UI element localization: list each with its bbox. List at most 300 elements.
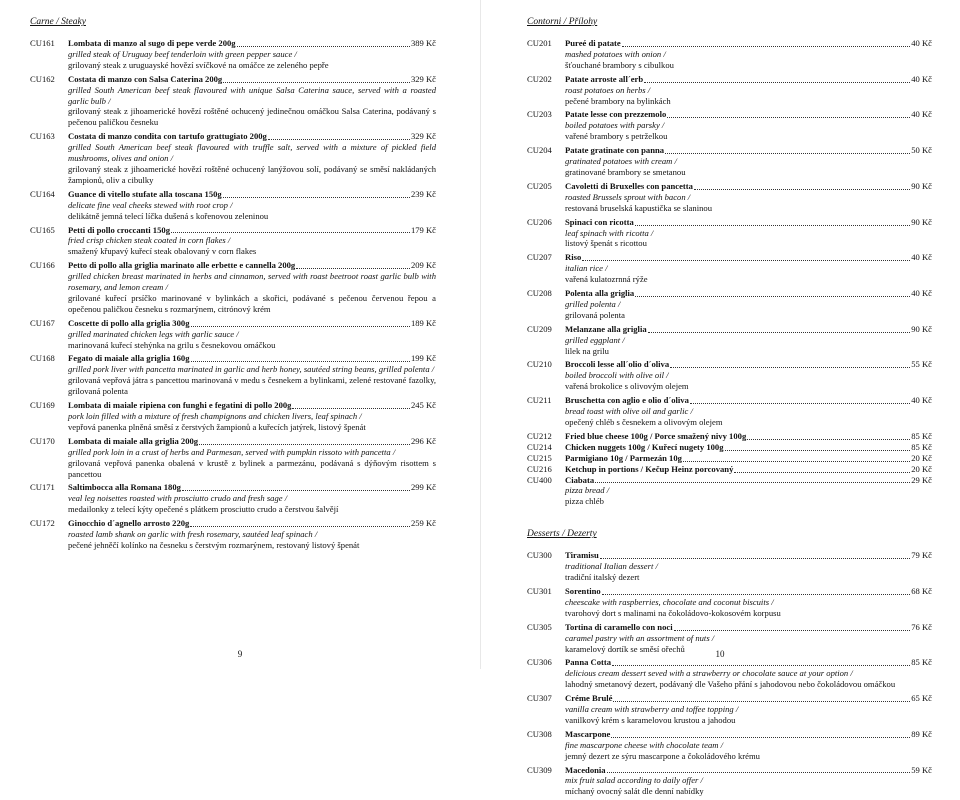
item-name-row (565, 288, 932, 299)
item-name: Tortina di caramello con noci (565, 621, 673, 632)
item-name: Parmigiano 10g / Parmezán 10g (565, 452, 682, 463)
item-description-en: delicate fine veal cheeks stewed with root crop / (68, 199, 233, 210)
item-body (565, 442, 932, 453)
item-body (565, 74, 932, 107)
item-name-row (565, 74, 932, 85)
item-description-cz: grilovaný steak z jihoamerické hovězí roštěné ochucený lanýžovou solí, podávaný se směsí nakládaných žampionů, oliv a cibulky (68, 163, 436, 185)
menu-item (527, 550, 932, 583)
item-description-cz: grilovaný steak z jihoamerické hovězí roštěné ochucený jedinečnou omáčkou Salsa Caterina, podávaný s pečenou paličkou česneku (68, 106, 436, 128)
item-code: CU201 (527, 38, 552, 48)
item-code: CU170 (30, 435, 55, 446)
item-name: Lombata di manzo al sugo di pepe verde 200g (68, 38, 236, 48)
item-description-cz: vařené brambory s petrželkou (565, 131, 668, 142)
page-number-left: 9 (237, 649, 243, 659)
item-body (565, 475, 932, 508)
menu-item (527, 395, 932, 428)
item-name-row (565, 145, 932, 156)
item-description-en: veal leg noisettes roasted with prosciutto crudo and fresh sage / (68, 493, 288, 504)
menu-item (527, 464, 932, 475)
menu-item (527, 74, 932, 107)
item-description-en: roast potatoes on herbs / (565, 84, 651, 95)
item-description-en: caramel pastry with an assortment of nuts / (565, 632, 715, 643)
item-body (565, 288, 932, 321)
item-price: 179 Kč (410, 224, 436, 235)
dot-leader (683, 460, 910, 462)
item-description-cz: medailonky z telecí kýty opečené s plátkem prosciutto crudo a čerstvou šalvějí (68, 504, 339, 515)
dot-leader (674, 629, 911, 631)
item-description-cz: opečený chléb s česnekem a olivovým olejem (565, 417, 723, 427)
dot-leader (595, 481, 910, 483)
item-code: CU215 (527, 452, 552, 463)
item-description-cz: grilovaná polenta (565, 309, 625, 320)
item-price: 209 Kč (410, 260, 436, 271)
item-name-row (68, 38, 436, 49)
menu-item (30, 353, 436, 397)
item-name: Tiramisu (565, 550, 599, 561)
menu-item (30, 260, 436, 315)
item-name: Costata di manzo condita con tartufo grattugiato 200g (68, 131, 267, 142)
item-code: CU162 (30, 73, 55, 84)
item-description-cz: grilovaná vepřová játra s pancettou marinovaná v medu s česnekem a bylinkami, zelené restované fazolky, grilovaná polenta (68, 375, 436, 397)
item-body (68, 518, 436, 551)
item-code: CU167 (30, 317, 55, 328)
dot-leader (725, 449, 911, 451)
item-name: Polenta alla griglia (565, 288, 635, 299)
item-name-row (68, 318, 436, 329)
item-description-cz: míchaný ovocný salát dle denní nabídky (565, 786, 704, 797)
item-description-en: roasted lamb shank on garlic with fresh rosemary, sautéed leaf spinach / (68, 529, 318, 540)
menu-item (30, 225, 436, 258)
menu-item (527, 181, 932, 214)
item-body (68, 74, 436, 129)
item-name: Cavoletti di Bruxelles con pancetta (565, 180, 693, 191)
item-body (68, 400, 436, 433)
item-spacer (527, 507, 932, 510)
item-price: 90 Kč (911, 216, 932, 227)
item-body (68, 353, 436, 397)
item-name-row (565, 431, 932, 442)
contorni-item-list (527, 38, 932, 510)
item-body (565, 109, 932, 142)
item-price: 68 Kč (911, 585, 932, 596)
item-price: 389 Kč (410, 38, 436, 48)
menu-item (527, 217, 932, 250)
menu-item (527, 431, 932, 442)
item-name-row (68, 518, 436, 529)
page-number-right: 10 (715, 649, 725, 659)
dot-leader (296, 267, 410, 269)
dot-leader (635, 224, 910, 226)
dot-leader (635, 295, 910, 297)
item-body (565, 252, 932, 285)
item-name-row (565, 109, 932, 120)
item-name: Guance di vitello stufate alla toscana 150g (68, 188, 222, 199)
item-description-en: grilled pork liver with pancetta marinated in garlic and herb honey, sautéed string beans, grilled polenta / (68, 364, 435, 375)
menu-item (527, 765, 932, 798)
item-body (565, 586, 932, 619)
item-code: CU301 (527, 585, 552, 596)
item-body (565, 431, 932, 442)
item-price: 239 Kč (410, 188, 436, 199)
item-body (565, 38, 932, 71)
dot-leader (268, 138, 410, 140)
item-name-row (565, 395, 932, 406)
dot-leader (190, 525, 410, 527)
item-price: 76 Kč (911, 621, 932, 632)
item-body (565, 765, 932, 798)
item-price: 85 Kč (911, 441, 932, 452)
item-price: 40 Kč (911, 395, 932, 406)
item-description-en: leaf spinach with ricotta / (565, 227, 654, 238)
item-description-cz: listový špenát s ricottou (565, 238, 647, 249)
item-code: CU206 (527, 216, 552, 227)
item-price: 29 Kč (911, 474, 932, 485)
item-name-row (565, 442, 932, 453)
item-price: 245 Kč (410, 400, 436, 411)
item-code: CU300 (527, 550, 552, 561)
item-name: Petto di pollo alla griglia marinato alle erbette e cannella 200g (68, 260, 296, 271)
item-name-row (565, 453, 932, 464)
item-description-en: boiled broccoli with olive oil / (565, 370, 669, 381)
item-body (565, 395, 932, 428)
section-title-desserts: Desserts / Dezerty (527, 529, 597, 540)
item-name-row (565, 729, 932, 740)
item-body (68, 482, 436, 515)
item-description-en: grilled marinated chicken legs with garlic sauce / (68, 328, 239, 339)
item-price: 79 Kč (911, 550, 932, 561)
menu-item (527, 252, 932, 285)
menu-item (30, 131, 436, 186)
item-description-cz: vařená brokolice s olivovým olejem (565, 381, 689, 392)
item-name: Saltimbocca alla Romana 180g (68, 482, 181, 493)
item-code: CU205 (527, 180, 552, 191)
item-description-en: mashed potatoes with onion / (565, 48, 666, 59)
item-price: 40 Kč (911, 252, 932, 263)
item-description-cz: jemný dezert ze sýru mascarpone a čokoládového krému (565, 750, 760, 761)
item-description-en: grilled chicken breast marinated in herbs and cinnamon, served with roast beetroot roast garlic bulb with rosemary, and lemon cream / (68, 271, 436, 293)
item-code: CU216 (527, 463, 552, 474)
item-description-cz: restovaná bruselská kapustička se slaninou (565, 202, 713, 213)
item-name-row (565, 324, 932, 335)
item-name-row (565, 38, 932, 49)
item-description-cz: smažený křupavý kuřecí steak obalovaný v corn flakes (68, 246, 257, 257)
item-body (565, 359, 932, 392)
menu-item (527, 657, 932, 690)
item-body (68, 189, 436, 222)
item-description-cz: vařená kulatozrnná rýže (565, 274, 648, 285)
item-name-row (565, 657, 932, 668)
item-name: Ginocchio d´agnello arrosto 220g (68, 518, 190, 529)
item-description-en: pizza bread / (565, 485, 610, 496)
item-description-en: roasted Brussels sprout with bacon / (565, 191, 691, 202)
item-name-row (565, 622, 932, 633)
dot-leader (694, 188, 910, 190)
item-body (565, 657, 932, 690)
dot-leader (690, 402, 910, 404)
item-name: Panna Cotta (565, 657, 612, 668)
item-body (565, 453, 932, 464)
item-name-row (68, 400, 436, 411)
menu-item (527, 288, 932, 321)
item-description-en: vanilla cream with strawberry and toffee topping / (565, 704, 739, 715)
item-name-row (68, 482, 436, 493)
item-name: Ciabata (565, 474, 595, 485)
menu-item (527, 475, 932, 508)
item-code: CU307 (527, 693, 552, 704)
item-price: 85 Kč (911, 430, 932, 441)
item-body (565, 181, 932, 214)
item-code: CU309 (527, 764, 552, 775)
dot-leader (237, 45, 410, 47)
item-name-row (68, 353, 436, 364)
dot-leader (223, 196, 410, 198)
item-price: 20 Kč (911, 463, 932, 474)
item-description-en: italian rice / (565, 263, 608, 274)
item-price: 50 Kč (911, 145, 932, 156)
dot-leader (734, 471, 910, 473)
item-code: CU168 (30, 353, 55, 364)
item-name: Broccoli lesse all´olio d´oliva (565, 359, 670, 370)
item-price: 40 Kč (911, 109, 932, 120)
dot-leader (670, 366, 910, 368)
item-price: 65 Kč (911, 693, 932, 704)
dot-leader (171, 231, 410, 233)
dot-leader (582, 259, 910, 261)
item-name-row (68, 189, 436, 200)
item-code: CU210 (527, 359, 552, 370)
item-name: Lombata di maiale ripiena con funghi e fegatini di pollo 200g (68, 400, 292, 411)
item-name: Macedonia (565, 764, 606, 775)
item-code: CU163 (30, 131, 55, 142)
dot-leader (612, 664, 910, 666)
item-description-cz: lahodný smetanový dezert, podávaný dle Vašeho přání s jahodovou nebo čokoládovou omáčkou (565, 679, 896, 690)
item-description-cz: delikátně jemná telecí líčka dušená s kořenovou zeleninou (68, 210, 269, 221)
dot-leader (607, 771, 911, 773)
dot-leader (199, 443, 410, 445)
dot-leader (613, 700, 910, 702)
menu-item (30, 400, 436, 433)
item-price: 90 Kč (911, 323, 932, 334)
item-price: 259 Kč (410, 518, 436, 529)
item-name-row (68, 74, 436, 85)
item-name: Chicken nuggets 100g / Kuřecí nugety 100g (565, 441, 724, 452)
dot-leader (665, 152, 910, 154)
dot-leader (602, 593, 911, 595)
item-body (68, 38, 436, 71)
item-name: Fried blue cheese 100g / Porce smažený nivy 100g (565, 430, 747, 441)
item-code: CU203 (527, 109, 552, 120)
menu-item (527, 38, 932, 71)
item-price: 329 Kč (410, 73, 436, 84)
item-body (565, 217, 932, 250)
item-description-cz: karamelový dortík se směsí ořechů (565, 643, 685, 654)
item-price: 329 Kč (410, 131, 436, 142)
item-name: Melanzane alla griglia (565, 323, 647, 334)
carne-item-list (30, 38, 436, 554)
item-name-row (68, 260, 436, 271)
dot-leader (292, 407, 409, 409)
dot-leader (191, 325, 410, 327)
item-body (68, 260, 436, 315)
item-description-en: mix fruit salad according to daily offer / (565, 775, 703, 786)
menu-item (527, 453, 932, 464)
item-name: Riso (565, 252, 582, 263)
item-description-en: grilled South American beef steak flavoured with truffle salt, served with a mixture of pickled field mushrooms, olives and onion / (68, 142, 436, 164)
item-name: Coscette di pollo alla griglia 300g (68, 317, 190, 328)
dessert-item-list (527, 550, 932, 800)
item-name: Créme Brulé (565, 693, 613, 704)
item-name: Sorentino (565, 585, 601, 596)
item-description-en: grilled pork loin in a crust of herbs and Parmesan, served with pumpkin rissoto with pancetta / (68, 446, 396, 457)
item-name: Petti di pollo croccanti 150g (68, 224, 170, 235)
menu-item (527, 359, 932, 392)
item-price: 296 Kč (410, 435, 436, 446)
item-code: CU207 (527, 252, 552, 263)
item-name-row (68, 131, 436, 142)
item-code: CU165 (30, 224, 55, 235)
item-name-row (68, 225, 436, 236)
menu-item (527, 729, 932, 762)
item-body (565, 729, 932, 762)
item-name-row (565, 475, 932, 486)
item-description-cz: vanilkový krém s karamelovou krustou a jahodou (565, 714, 736, 725)
item-description-en: grilled steak of Uruguay beef tenderloin with green pepper sauce / (68, 48, 297, 59)
item-name-row (565, 464, 932, 475)
menu-item (527, 693, 932, 726)
item-code: CU212 (527, 430, 552, 441)
item-code: CU164 (30, 188, 55, 199)
item-code: CU172 (30, 518, 55, 529)
dot-leader (611, 736, 910, 738)
item-body (565, 145, 932, 178)
item-code: CU400 (527, 474, 552, 485)
item-body (68, 225, 436, 258)
item-name: Patate gratinate con panna (565, 145, 665, 156)
item-code: CU161 (30, 38, 55, 48)
item-price: 199 Kč (410, 353, 436, 364)
item-price: 299 Kč (410, 482, 436, 493)
item-description-en: grilled polenta / (565, 298, 621, 309)
item-name: Bruschetta con aglio e olio d´oliva (565, 395, 689, 406)
item-name-row (565, 693, 932, 704)
item-price: 40 Kč (911, 73, 932, 84)
menu-item (527, 586, 932, 619)
dot-leader (648, 331, 911, 333)
item-name-row (565, 586, 932, 597)
item-price: 40 Kč (911, 288, 932, 299)
item-description-cz: pizza chléb (565, 496, 604, 507)
item-code: CU204 (527, 145, 552, 156)
menu-item (30, 482, 436, 515)
dot-leader (667, 116, 910, 118)
item-description-en: gratinated potatoes with cream / (565, 156, 677, 167)
item-name: Spinaci con ricotta (565, 216, 634, 227)
item-price: 189 Kč (410, 317, 436, 328)
item-description-en: grilled South American beef steak flavoured with unique Salsa Caterina sauce, served with a roasted garlic bulb / (68, 84, 436, 106)
item-description-cz: grilovaný steak z uruguayské hovězí svíčkové na omáčce ze zeleného pepře (68, 59, 329, 70)
menu-item (30, 518, 436, 551)
item-body (68, 436, 436, 480)
right-page (480, 0, 960, 797)
item-price: 85 Kč (911, 657, 932, 668)
item-description-cz: lilek na grilu (565, 345, 609, 356)
item-name: Fegato di maiale alla griglia 160g (68, 353, 190, 364)
item-name-row (68, 436, 436, 447)
dot-leader (191, 360, 410, 362)
item-code: CU211 (527, 395, 552, 406)
item-name: Ketchup in portions / Kečup Heinz porcovaný (565, 463, 734, 474)
item-description-en: fine mascarpone cheese with chocolate team / (565, 739, 723, 750)
item-description-cz: tvarohový dort s malinami na čokoládovo-kokosovém korpusu (565, 607, 781, 618)
item-name: Lombata di maiale alla griglia 200g (68, 435, 199, 446)
item-description-en: pork loin filled with a mixture of fresh champignons and chicken livers, leaf spinach / (68, 411, 362, 421)
item-price: 89 Kč (911, 728, 932, 739)
item-description-en: cheescake with raspberries, chocolate and coconut biscuits / (565, 596, 774, 607)
menu-item (30, 74, 436, 129)
item-code: CU214 (527, 441, 552, 452)
item-name: Pureé di patate (565, 38, 621, 48)
item-description-cz: šťouchané brambory s cibulkou (565, 59, 674, 70)
item-price: 59 Kč (911, 764, 932, 775)
item-body (68, 131, 436, 186)
item-code: CU308 (527, 728, 552, 739)
item-description-cz: pečené jehněčí kolínko na česneku s čerstvým rozmarýnem, restovaný listový špenát (68, 539, 360, 550)
item-price: 40 Kč (911, 38, 932, 48)
menu-item (527, 145, 932, 178)
item-name-row (565, 217, 932, 228)
item-price: 55 Kč (911, 359, 932, 370)
dot-leader (747, 438, 910, 440)
item-code: CU202 (527, 73, 552, 84)
item-description-cz: grilované kuřecí prsíčko marinované v bylinkách a skořici, podávané s pečenou červenou řepou a opečenou paličkou česneku s rozmarýnem, citrónový krém (68, 292, 436, 314)
item-price: 90 Kč (911, 180, 932, 191)
item-description-en: traditional Italian dessert / (565, 561, 658, 572)
item-body (68, 318, 436, 351)
item-description-en: delicious cream dessert seved with a strawberry or chocolate sauce at your option / (565, 668, 853, 679)
item-code: CU169 (30, 400, 55, 411)
item-name: Patate lesse con prezzemolo (565, 109, 667, 120)
dot-leader (223, 81, 410, 83)
item-name: Costata di manzo con Salsa Caterina 200g (68, 73, 223, 84)
section-title-carne: Carne / Steaky (30, 17, 86, 27)
item-name-row (565, 359, 932, 370)
menu-item (30, 436, 436, 480)
menu-item (30, 189, 436, 222)
item-code: CU306 (527, 657, 552, 668)
menu-item (527, 109, 932, 142)
item-description-cz: vepřová panenka plněná směsí z čerstvých žampionů a kuřecích jatýrek, listový špenát (68, 421, 366, 432)
menu-item (30, 38, 436, 71)
dot-leader (600, 557, 910, 559)
menu-item (30, 318, 436, 351)
item-description-en: grilled eggplant / (565, 334, 625, 345)
item-code: CU209 (527, 323, 552, 334)
item-description-cz: tradiční italský dezert (565, 572, 640, 583)
item-code: CU171 (30, 482, 55, 493)
item-description-cz: pečené brambory na bylinkách (565, 95, 671, 106)
item-description-en: fried crisp chicken steak coated in corn flakes / (68, 235, 231, 246)
item-body (565, 324, 932, 357)
menu-item (527, 442, 932, 453)
item-code: CU166 (30, 260, 55, 271)
item-body (565, 550, 932, 583)
item-name-row (565, 181, 932, 192)
dot-leader (622, 45, 911, 47)
dot-leader (182, 489, 410, 491)
section-title-contorni: Contorni / Přílohy (527, 17, 598, 27)
item-price: 20 Kč (911, 452, 932, 463)
item-name-row (565, 765, 932, 776)
